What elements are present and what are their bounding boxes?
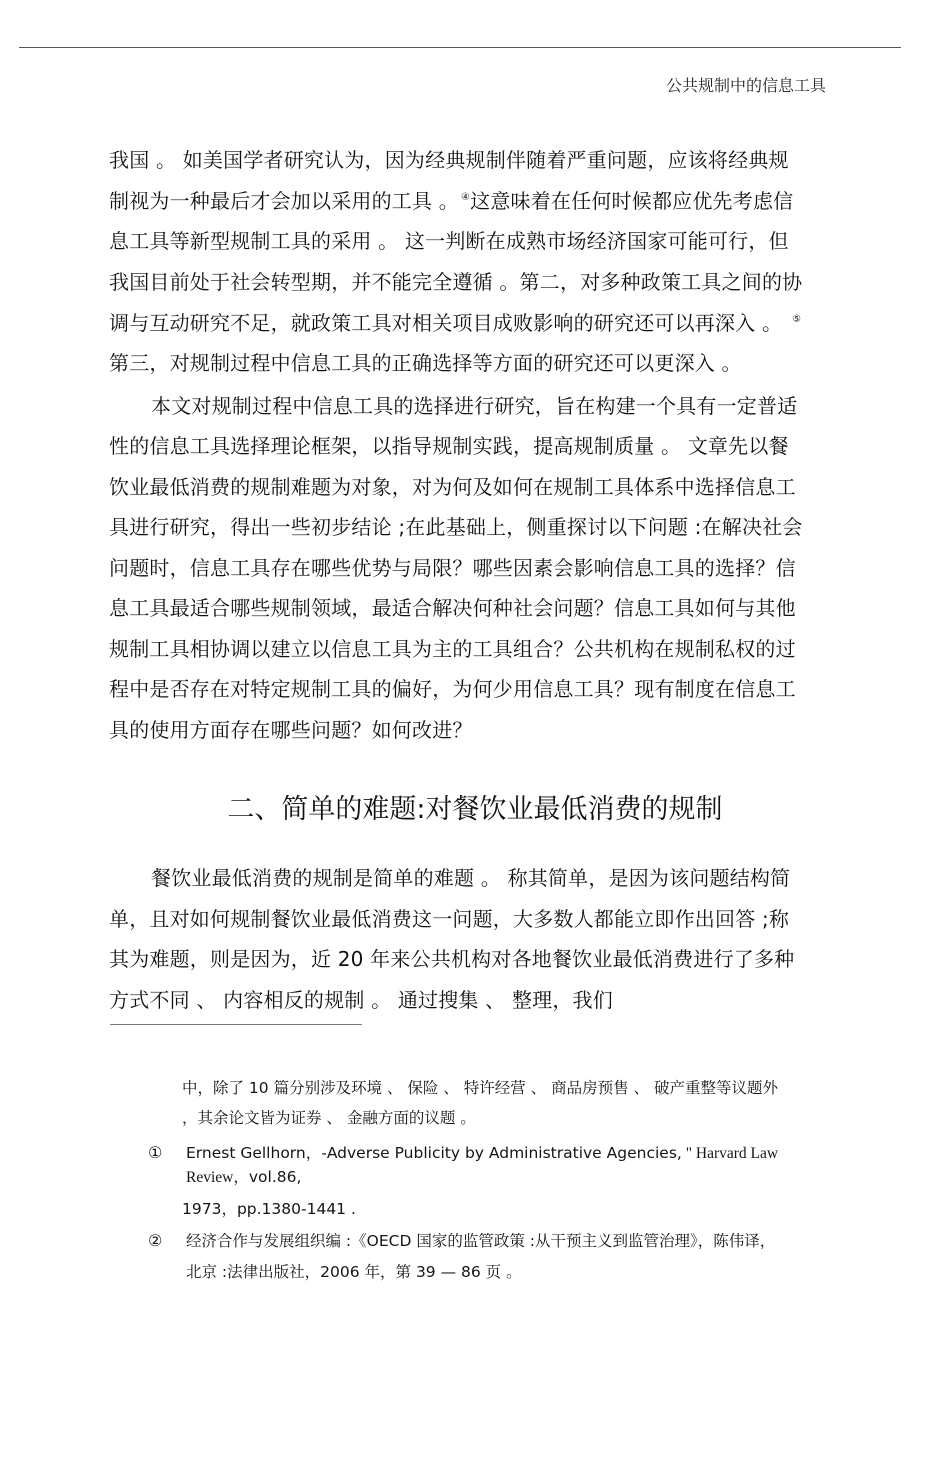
text-line: 方式不同 、 内容相反的规制 。 通过搜集 、 整理，我们 <box>109 988 613 1012</box>
text-line: 其为难题，则是因为，近 20 年来公共机构对各地餐饮业最低消费进行了多种 <box>109 947 795 971</box>
section-heading: 二、简单的难题:对餐饮业最低消费的规制 <box>227 794 723 825</box>
text-line: 第三，对规制过程中信息工具的正确选择等方面的研究还可以更深入 。 <box>109 351 742 375</box>
text-line: 息工具等新型规制工具的采用 。 这一判断在成熟市场经济国家可能可行，但 <box>109 229 789 253</box>
citation-text: ，vol.86, <box>233 1168 302 1186</box>
text-line: 饮业最低消费的规制难题为对象，对为何及如何在规制工具体系中选择信息工 <box>109 475 796 499</box>
text-fragment: 制视为一种最后才会加以采用的工具 。 <box>109 189 459 213</box>
footnote-ref-4[interactable]: ④ <box>460 192 471 203</box>
footnote-number: ② <box>148 1231 163 1250</box>
footnote-line: 经济合作与发展组织编 :《OECD 国家的监管政策 :从干预主义到监管治理》，陈伟译， <box>186 1232 776 1250</box>
footnote-line: ，其余论文皆为证券 、 金融方面的议题 。 <box>182 1109 476 1127</box>
text-line: 问题时，信息工具存在哪些优势与局限？哪些因素会影响信息工具的选择？信 <box>109 556 796 580</box>
citation-text: Review <box>186 1169 234 1186</box>
text-line: 我国目前处于社会转型期，并不能完全遵循 。第二，对多种政策工具之间的协 <box>109 270 803 294</box>
running-title: 公共规制中的信息工具 <box>665 76 826 95</box>
footnote-line: 中，除了 10 篇分别涉及环境 、 保险 、 特许经营 、 商品房预售 、 破产重整等议题外 <box>182 1079 778 1097</box>
footnote-line: 1973，pp.1380-1441 . <box>182 1200 356 1218</box>
footnote-line <box>186 1142 778 1165</box>
text-fragment: 这意味着在任何时候都应优先考虑信 <box>470 189 794 213</box>
citation-text: Ernest Gellhorn，‑Adverse Publicity by Administrative Agencies, <box>186 1144 682 1162</box>
header-rule <box>19 47 901 48</box>
text-line: 本文对规制过程中信息工具的选择进行研究，旨在构建一个具有一定普适 <box>151 394 798 418</box>
text-line: 具的使用方面存在哪些问题？如何改进？ <box>109 718 473 742</box>
text-line <box>109 309 829 337</box>
text-line: 程中是否存在对特定规制工具的偏好，为何少用信息工具？现有制度在信息工 <box>109 677 796 701</box>
text-line: 性的信息工具选择理论框架，以指导规制实践，提高规制质量 。 文章先以餐 <box>109 434 789 458</box>
footnote-ref-5[interactable]: ⑤ <box>792 314 802 325</box>
text-line: 我国 。 如美国学者研究认为，因为经典规制伴随着严重问题，应该将经典规 <box>109 148 789 172</box>
text-line: 餐饮业最低消费的规制是简单的难题 。 称其简单，是因为该问题结构简 <box>151 866 791 890</box>
text-fragment: 调与互动研究不足，就政策工具对相关项目成败影响的研究还可以再深入 。 <box>109 311 783 335</box>
text-line <box>109 187 829 215</box>
footnote-line: 北京 :法律出版社，2006 年，第 39 — 86 页 。 <box>186 1263 522 1281</box>
text-line: 息工具最适合哪些规制领域，最适合解决何种社会问题？信息工具如何与其他 <box>109 596 796 620</box>
footnote-number: ① <box>148 1143 163 1162</box>
footnote-separator <box>110 1024 362 1025</box>
text-line: 单，且对如何规制餐饮业最低消费这一问题，大多数人都能立即作出回答 ;称 <box>109 907 790 931</box>
citation-text: " Harvard Law <box>681 1145 779 1162</box>
text-line: 具进行研究，得出一些初步结论 ;在此基础上，侧重探讨以下问题 :在解决社会 <box>109 515 803 539</box>
footnote-line <box>186 1166 301 1189</box>
text-line: 规制工具相协调以建立以信息工具为主的工具组合？公共机构在规制私权的过 <box>109 637 796 661</box>
